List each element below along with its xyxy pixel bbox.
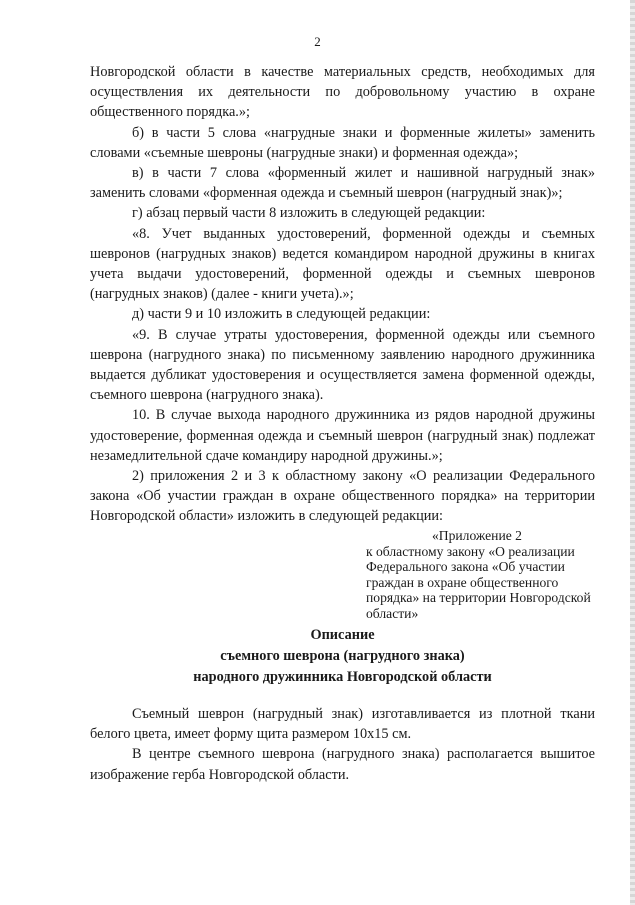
paragraph-g: г) абзац первый части 8 изложить в следующей редакции: — [132, 205, 486, 222]
description-paragraph-1: Съемный шеврон (нагрудный знак) изготавливается из плотной ткани белого цвета, имеет форму щита размером 10х15 см. — [90, 706, 595, 743]
appendix-reference — [366, 528, 600, 621]
appendix-law-reference: к областному закону «О реализации Федерального закона «Об участии граждан в охране общественного порядка» на территории Новгородской области» — [366, 543, 591, 621]
paragraph-continuation: Новгородской области в качестве материальных средств, необходимых для осуществления их деятельности по добровольному участию в охране общественного порядка.»; — [90, 64, 595, 121]
paragraph-2: 2) приложения 2 и 3 к областному закону «О реализации Федерального закона «Об участии граждан в охране общественного порядка» на территории Новгородской области» изложить в следующей редакции: — [90, 468, 595, 525]
title-line-1: Описание — [310, 627, 375, 643]
amendments-text — [90, 62, 595, 527]
paragraph-part-9: «9. В случае утраты удостоверения, форменной одежды или съемного шеврона (нагрудного знака) по письменному заявлению народного дружинника выдается дубликат удостоверения и осуществляется замена форменной одежды, съемного шеврона (нагрудного знака). — [90, 326, 595, 404]
title-line-2: съемного шеврона (нагрудного знака) — [220, 648, 465, 664]
paragraph-part-10: 10. В случае выхода народного дружинника из рядов народной дружины удостоверение, форменная одежда и съемный шеврон (нагрудный знак) подлежат незамедлительной сдаче командиру народной дружины.»; — [90, 407, 595, 464]
paragraph-part-8: «8. Учет выданных удостоверений, форменной одежды и съемных шевронов (нагрудных знаков) ведется командиром народной дружины в книгах учета выдачи удостоверений, форменной одежды и съемных шевронов (нагрудных знаков) (далее - книги учета).»; — [90, 225, 595, 303]
appendix-title: «Приложение 2 — [432, 528, 522, 543]
scan-edge-artifact — [630, 0, 635, 905]
paragraph-v: в) в части 7 слова «форменный жилет и нашивной нагрудный знак» заменить словами «форменная одежда и съемный шеврон (нагрудный знак)»; — [90, 165, 595, 202]
description-text — [90, 704, 595, 785]
paragraph-b: б) в части 5 слова «нагрудные знаки и форменные жилеты» заменить словами «съемные шевроны (нагрудные знаки) и форменная одежда»; — [90, 124, 595, 161]
paragraph-d: д) части 9 и 10 изложить в следующей редакции: — [132, 306, 431, 323]
title-line-3: народного дружинника Новгородской области — [193, 669, 492, 685]
description-paragraph-2: В центре съемного шеврона (нагрудного знака) располагается вышитое изображение герба Новгородской области. — [90, 746, 595, 783]
page-number: 2 — [314, 34, 321, 49]
document-title — [90, 625, 595, 688]
